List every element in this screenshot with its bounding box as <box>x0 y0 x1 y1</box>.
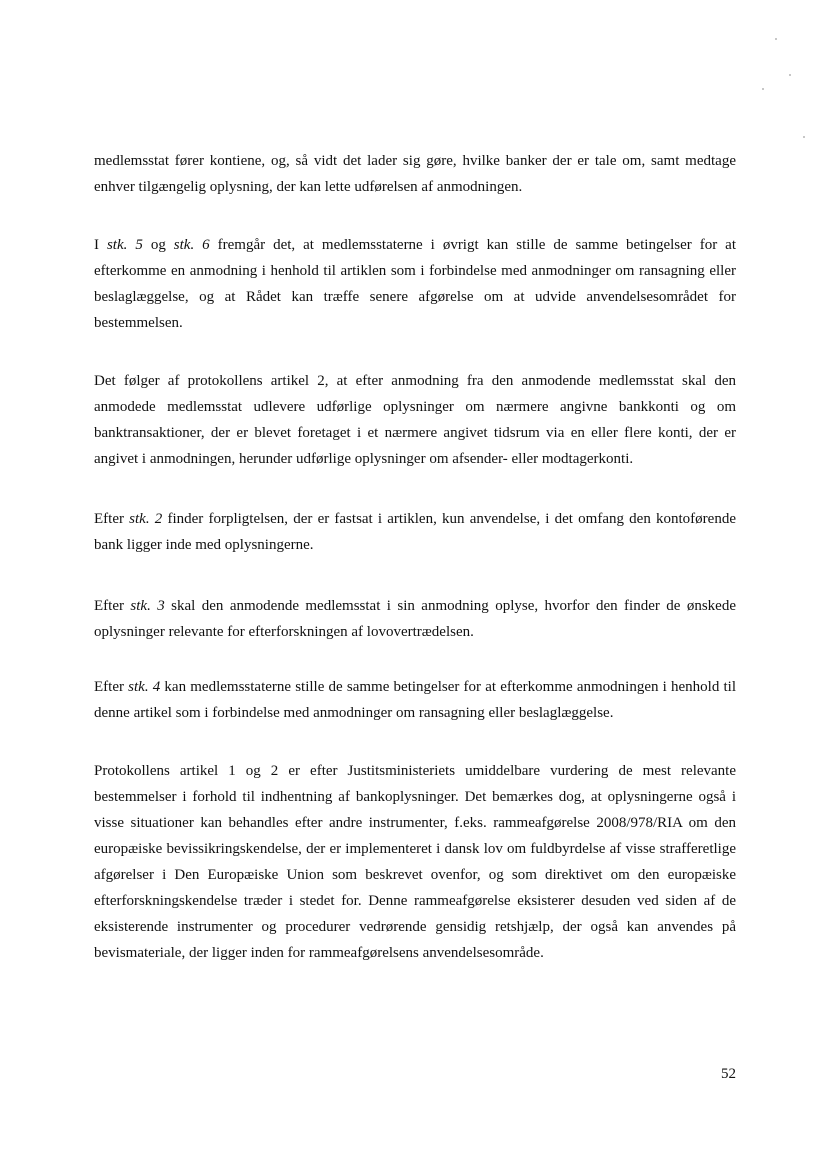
paragraph-4 <box>94 506 736 558</box>
paragraph-text: I <box>94 237 107 253</box>
paragraph-text: finder forpligtelsen, der er fastsat i artiklen, kun anvendelse, i det omfang den kontoførende bank ligger inde med oplysningerne. <box>94 511 736 553</box>
page-number: 52 <box>721 1066 736 1082</box>
paragraph-text: Det følger af protokollens artikel 2, at efter anmodning fra den anmodende medlemsstat skal den anmodede medlemsstat udlevere udførlige oplysninger om nærmere angivne bankkonti og om banktransaktioner, der er blevet foretaget i et nærmere angivet tidsrum via en eller flere konti, der er angivet i anmodningen, herunder udførlige oplysninger om afsender- eller modtagerkonti. <box>94 373 736 467</box>
italic-reference: stk. 5 <box>106 237 143 253</box>
scan-speck <box>775 38 777 40</box>
paragraph-5 <box>94 593 736 645</box>
paragraph-text: og <box>142 237 174 253</box>
paragraph-text: medlemsstat fører kontiene, og, så vidt det lader sig gøre, hvilke banker der er tale om, samt medtage enhver tilgængelig oplysning, der kan lette udførelsen af anmodningen. <box>94 153 736 195</box>
italic-reference: stk. 3 <box>130 598 165 614</box>
paragraph-text: Efter <box>94 598 131 614</box>
paragraph-text: skal den anmodende medlemsstat i sin anmodning oplyse, hvorfor den finder de ønskede oplysninger relevante for efterforskningen af lovovertrædelsen. <box>94 598 737 640</box>
italic-reference: stk. 2 <box>129 511 163 527</box>
paragraph-text: Efter <box>94 679 129 695</box>
scan-speck <box>789 74 791 76</box>
paragraph-7 <box>94 758 736 966</box>
paragraph-text: fremgår det, at medlemsstaterne i øvrigt kan stille de samme betingelser for at efterkomme en anmodning i henhold til artiklen som i forbindelse med anmodninger om ransagning eller beslaglæggelse, og at Rådet kan træffe senere afgørelse om at udvide anvendelsesområdet for bestemmelsen. <box>94 237 737 331</box>
paragraph-1 <box>94 148 736 200</box>
scan-speck <box>762 88 764 90</box>
scan-speck <box>803 136 805 138</box>
paragraph-text: Efter <box>94 511 130 527</box>
paragraph-text: Protokollens artikel 1 og 2 er efter Justitsministeriets umiddelbare vurdering de mest relevante bestemmelser i forhold til indhentning af bankoplysninger. Det bemærkes dog, at oplysningerne også i visse situationer kan behandles efter andre instrumenter, f.eks. rammeafgørelse 2008/978/RIA om den europæiske bevissikringskendelse, der er implementeret i dansk lov om fuldbyrdelse af visse strafferetlige afgørelser i Den Europæiske Union som beskrevet ovenfor, og som direktivet om den europæiske efterforskningskendelse træder i stedet for. Denne rammeafgørelse eksisterer desuden ved siden af de eksisterende instrumenter og procedurer vedrørende gensidig retshjælp, der også kan anvendes på bevismateriale, der ligger inden for rammeafgørelsens anvendelsesområde. <box>94 763 736 961</box>
italic-reference: stk. 6 <box>173 237 210 253</box>
paragraph-2 <box>94 232 736 336</box>
italic-reference: stk. 4 <box>128 679 161 695</box>
paragraph-6 <box>94 674 736 726</box>
paragraph-3 <box>94 368 736 472</box>
paragraph-text: kan medlemsstaterne stille de samme betingelser for at efterkomme anmodningen i henhold til denne artikel som i forbindelse med anmodninger om ransagning eller beslaglæggelse. <box>94 679 736 721</box>
